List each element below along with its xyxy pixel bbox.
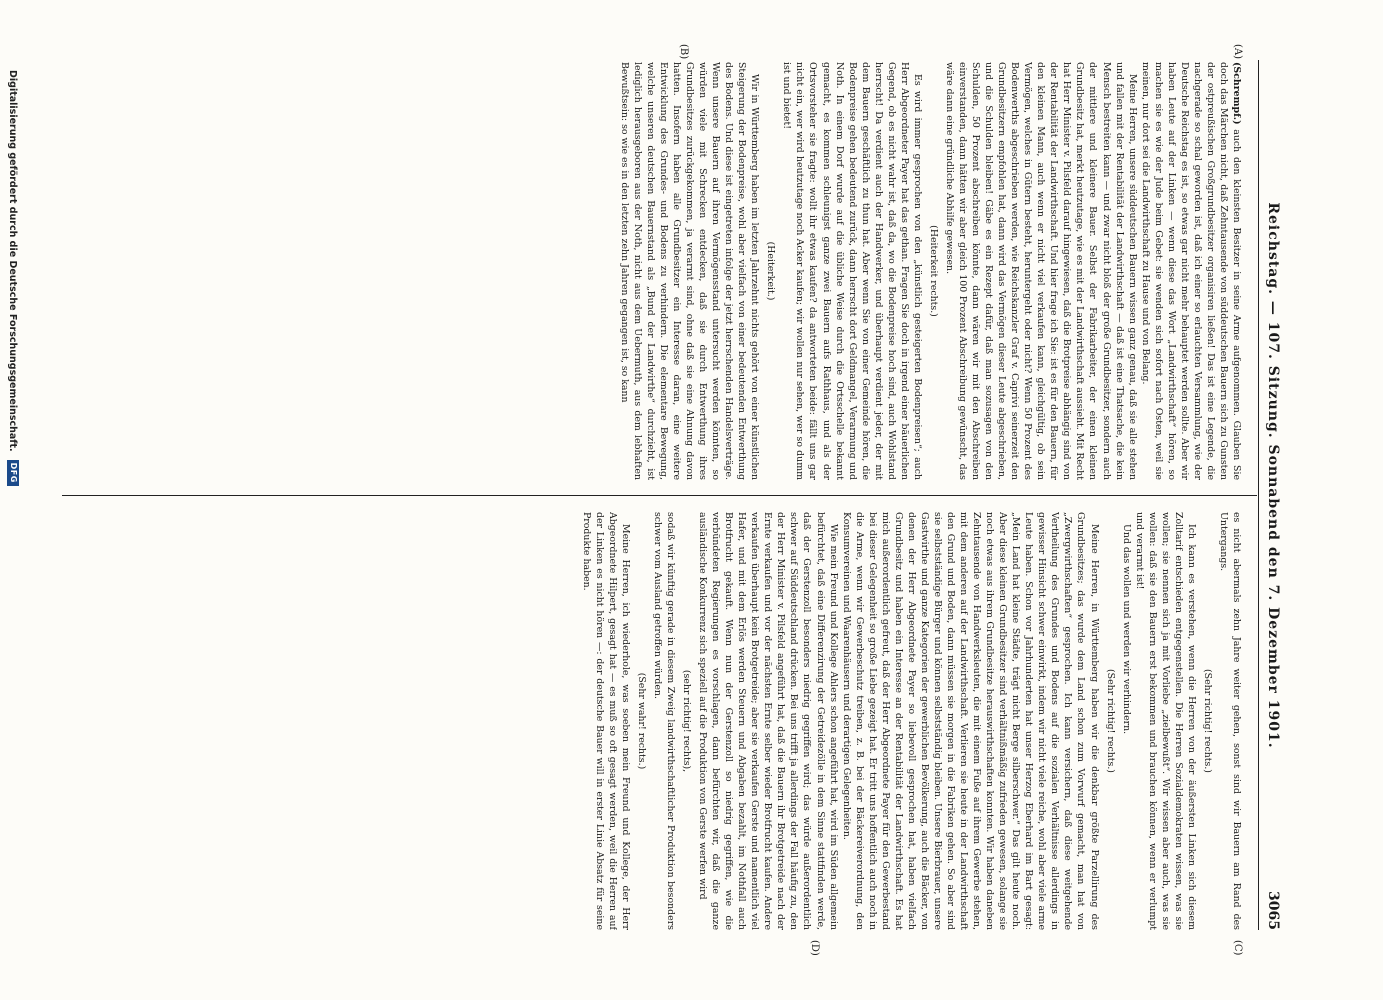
funding-notice [5, 70, 21, 930]
dfg-logo: DFG [7, 460, 19, 486]
interjection: (sehr richtig! rechts), [681, 669, 693, 773]
interjection: (Heiterkeit rechts.) [927, 225, 939, 317]
paragraph: Und das wollen und werden wir verhindern. [1120, 524, 1132, 735]
left-column [63, 62, 1243, 480]
paragraph: sodaß wir künftig gerade in diesem Zweig landwirthschaftlicher Produktion besonders schwer vom Ausland getroffen würden. [651, 512, 677, 930]
column-divider [62, 495, 1257, 496]
interjection: (Sehr richtig! rechts.) [1104, 669, 1116, 773]
paragraph: Ich kann es verstehen, wenn die Herren von der äußersten Linken sich diesem Zolltarif entschieden entgegenstellen. Die Herren Sozialdemokraten wissen, was sie wollen; sie nennen sich ja mit Vorliebe „zielbewußt“. Wir wissen aber auch, was sie wollen: daß sie den Bauern erst bekommen und brauchen können, wenn er verlumpt und verarmt ist! [1133, 512, 1197, 930]
page-header [1261, 60, 1285, 930]
margin-marker-a: (A) [1232, 44, 1243, 60]
paragraph: es nicht abermals zehn Jahre weiter gehen, sonst sind wir Bauern am Rand des Untergangs. [1217, 512, 1242, 930]
interjection: (Heiterkeit.) [765, 241, 777, 301]
paragraph: Meine Herren, unsere süddeutschen Bauern wissen ganz genau, daß sie alle stehen und fallen mit der Rentabilität der Landwirthschaft — daß ist eine Thatsache, die kein Mensch bestreiten kann — und zwar nicht bloß der große Grundbesitzer, sondern auch der mittlere und kleinere Bauer. Selbst der Fabrikarbeiter, der einen kleinen Grundbesitz hat, merkt heutzutage, wie es mit der Landwirthschaft aussieht. Mit Recht hat Herr Minister v. Pilsfeld darauf hingewiesen, daß die Brotpreise abhängig sind von der Rentabilität der Landwirthschaft. Und hier frage ich Sie: ist es für den Bauern, für den kleinen Mann, auch wenn er nicht viel verkaufen kann, gleichgültig, ob sein Vermögen, welches in Gütern besteht, heruntergeht oder nicht? Wenn 50 Prozent des Bodenwerths abgeschrieben werden, wie Reichskanzler Graf v. Caprivi seinerzeit den Grundbesitzern empfohlen hat, dann wird das Vermögen dieser Leute abgeschrieben, und die Schulden bleiben! Gäbe es ein Rezept dafür, daß man sozusagen von den Schulden, 50 Prozent abschreiben könnte, dann wären wir mit den Abschreiben einverstanden, dann hätten wir aber gleich 100 Prozent Abschreibung gewünscht, das wäre dann eine gründliche Abhilfe gewesen. [943, 62, 1138, 480]
paragraph: Meine Herren, in Württemberg haben wir die denkbar größte Parzellirung des Grundbesitzes; das wurde dem Land schon zum Vorwurf gemacht, man hat von „Zwergwirthschaften“ gesprochen. Ich kann versichern, daß diese weitgehende Vertheilung des Grundes und Bodens auf die sozialen Verhältnisse allerdings in gewisser Hinsicht schwer einwirkt, indem wir nicht viele reiche, wohl aber viele arme Leute haben. Schon vor Jahrhunderten hat unser Herzog Eberhard im Bart gesagt: „Mein Land hat kleine Städte, trägt nicht Berge silberschwer.“ Das gilt heute noch. Aber diese kleinen Grundbesitzer sind verhältnißmäßig zufrieden gewesen, solange sie noch etwas aus ihrem Grundbesitze herauswirthschaften konnten. Wir haben daneben Zehntausende von Handwerksleuten, die mit einem Fuße auf ihrem Gewerbe stehen, mit dem anderen auf der Landwirthschaft. Verlieren sie heute in der Landwirthschaft den Grund und Boden, dann müssen sie morgen in die Fabriken gehen. So aber sind sie selbstständige Bürger und können selbstständig bleiben. Unsere Bierbrauer, unsere Gastwirthe und ganze Kategorien der gewerblichen Bevölkerung, auch die Bäcker, von denen der Herr Abgeordnete Payer so liebevoll gesprochen hat, haben vielfach Grundbesitz und haben ein Interesse an der Rentabilität der Landwirthschaft. Es hat mich außerordentlich gefreut, daß der Herr Abgeordnete Payer für den Gewerbestand bei dieser Gelegenheit so große Liebe gezeigt hat. Er tritt uns hoffentlich auch noch in die Arme, wenn wir Gewerbeschutz treiben, z. B. bei der Bäckereiverordnung, den Konsumvereinen und Waarenhäusern und derartigen Gelegenheiten. [840, 512, 1100, 930]
margin-marker-c: (C) [1232, 940, 1243, 956]
right-column [63, 512, 1243, 930]
paragraph: Meine Herren, ich wiederhole, was soeben mein Freund und Kollege, der Herr Abgeordnete Hilpert, gesagt hat — es muß so oft gesagt werden, weil die Herren auf der Linken es nicht hören —: der deutsche Bauer will in erster Linie Absatz für seine Produkte haben. [580, 512, 631, 930]
paragraph: auch den kleinsten Besitzer in seine Arme aufgenommen. Glauben Sie doch das Märchen nicht, daß Zehntausende von süddeutschen Bauern sich zu Gunsten der ostpreußischen Großgrundbesitzer organisiren ließen! Das ist eine Legende, die nachgerade so schal geworden ist, daß ich einer so erlauchten Versammlung, wie der Deutsche Reichstag es ist, so etwas gar nicht mehr behauptet werden sollte. Aber wir haben Leute auf der Linken — wenn diese das Wort „Landwirthschaft“ hören, so machen sie es wie der Jude beim Gebet: sie wenden sich sofort nach Osten, weil sie meinen, nur dort sei die Landwirthschaft zu Hause und von Belang. [1139, 62, 1242, 480]
header-rule [1258, 60, 1259, 930]
page-number: 3065 [1265, 891, 1281, 930]
speaker-name: (Schrempf.) [1231, 62, 1242, 125]
paragraph: Es wird immer gesprochen von den „künstlich gesteigerten Bodenpreisen“; auch Herr Abgeordneter Payer hat das gethan. Fragen Sie doch in irgend einer bäuerlichen Gegend, ob es nicht wahr ist, daß da, wo die Bodenpreise hoch sind, auch Wohlstand herrscht! Da verdient auch der Handwerker, und überhaupt verdient jeder, der mit dem Bauern geschäftlich zu thun hat. Aber wenn Sie von einer Gemeinde hören, die Bodenpreise gehen bedeutend zurück, dann herrscht dort Geldmangel, Verarmung und Noth. In einem Dorf wurde auf die übliche Weise durch die Ortsschelle bekannt gemacht, es kommen schleunigst ganze zwei Bauern aufs Rathhaus, und als der Ortsvorsteher sie fragte: wollt ihr etwas kaufen? da antworteten beide: fällt uns gar nicht ein, wer wird heutzutage noch Acker kaufen; wir wollen nur sehen, wer so dumm ist und bietet! [781, 62, 923, 480]
paragraph: Wie mein Freund und Kollege Ahlers schon angeführt hat, wird im Süden allgemein befürchtet, daß eine Differenzirung der Getreidezölle in dem Sinne stattfinden werde, daß der Gerstenzoll besonders niedrig gegriffen wird; das würde außerordentlich schwer auf Süddeutschland drücken. Bei uns trifft ja allerdings der Fall häufig zu, den der Herr Minister v. Pilsfeld angeführt hat, daß die Bauern ihr Brotgetreide nach der Ernte verkaufen und vor der nächsten Ernte selber wieder Brotfrucht kaufen. Andere verkaufen überhaupt kein Brotgetreide; aber sie verkaufen Gerste und namentlich viel Hafer, und mit dem Erlös werden Steuern und Abgaben bezahlt, im Nothfall auch Brotfrucht gekauft. Wenn nun der Gerstenzoll so niedrig gegriffen, wie die verbündeten Regierungen es vorschlagen, dann befürchten wir, daß die ganze ausländische Konkurrenz sich speziell auf die Produktion von Gerste werfen wird [697, 512, 839, 930]
margin-marker-b: (B) [678, 44, 689, 60]
interjection: (Sehr wahr! rechts.) [635, 672, 647, 770]
paragraph: Wir in Württemberg haben im letzten Jahrzehnt nichts gehört von einer künstlichen Steigerung der Bodenpreise, wohl aber vielfach von einer bedeutenden Entwerthung des Bodens. Und diese ist eingetreten infolge der jetzt herrschenden Handelsverträge. Wenn unsere Bauern auf ihren Vermögensstand untersucht werden könnten, so würden viele mit Schrecken entdecken, daß sie durch Entwerthung ihres Grundbesitzes zurückgekommen, ja verarmt sind, ohne daß sie eine Ahnung davon hatten. Insofern haben alle Grundbesitzer ein Interesse daran, eine weitere Entwicklung des Grundes- und Bodens zu verhindern. Die elementare Bewegung, welche unseren deutschen Bauernstand als „Bund der Landwirthe“ durchzieht, ist lediglich herausgeboren aus der Noth, nicht aus dem Uebermuth, aus dem lebhaften Bewußtsein: so wie es in den letzten zehn Jahren gegangen ist, so kann [618, 62, 761, 480]
interjection: (Sehr richtig! rechts.) [1201, 669, 1213, 773]
margin-marker-d: (D) [809, 940, 820, 956]
funding-text: Digitalisierung gefördert durch die Deutsche Forschungsgemeinschaft. [7, 70, 19, 452]
header-title: Reichstag. — 107. Sitzung. Sonnabend den 7. Dezember 1901. [1265, 202, 1281, 749]
